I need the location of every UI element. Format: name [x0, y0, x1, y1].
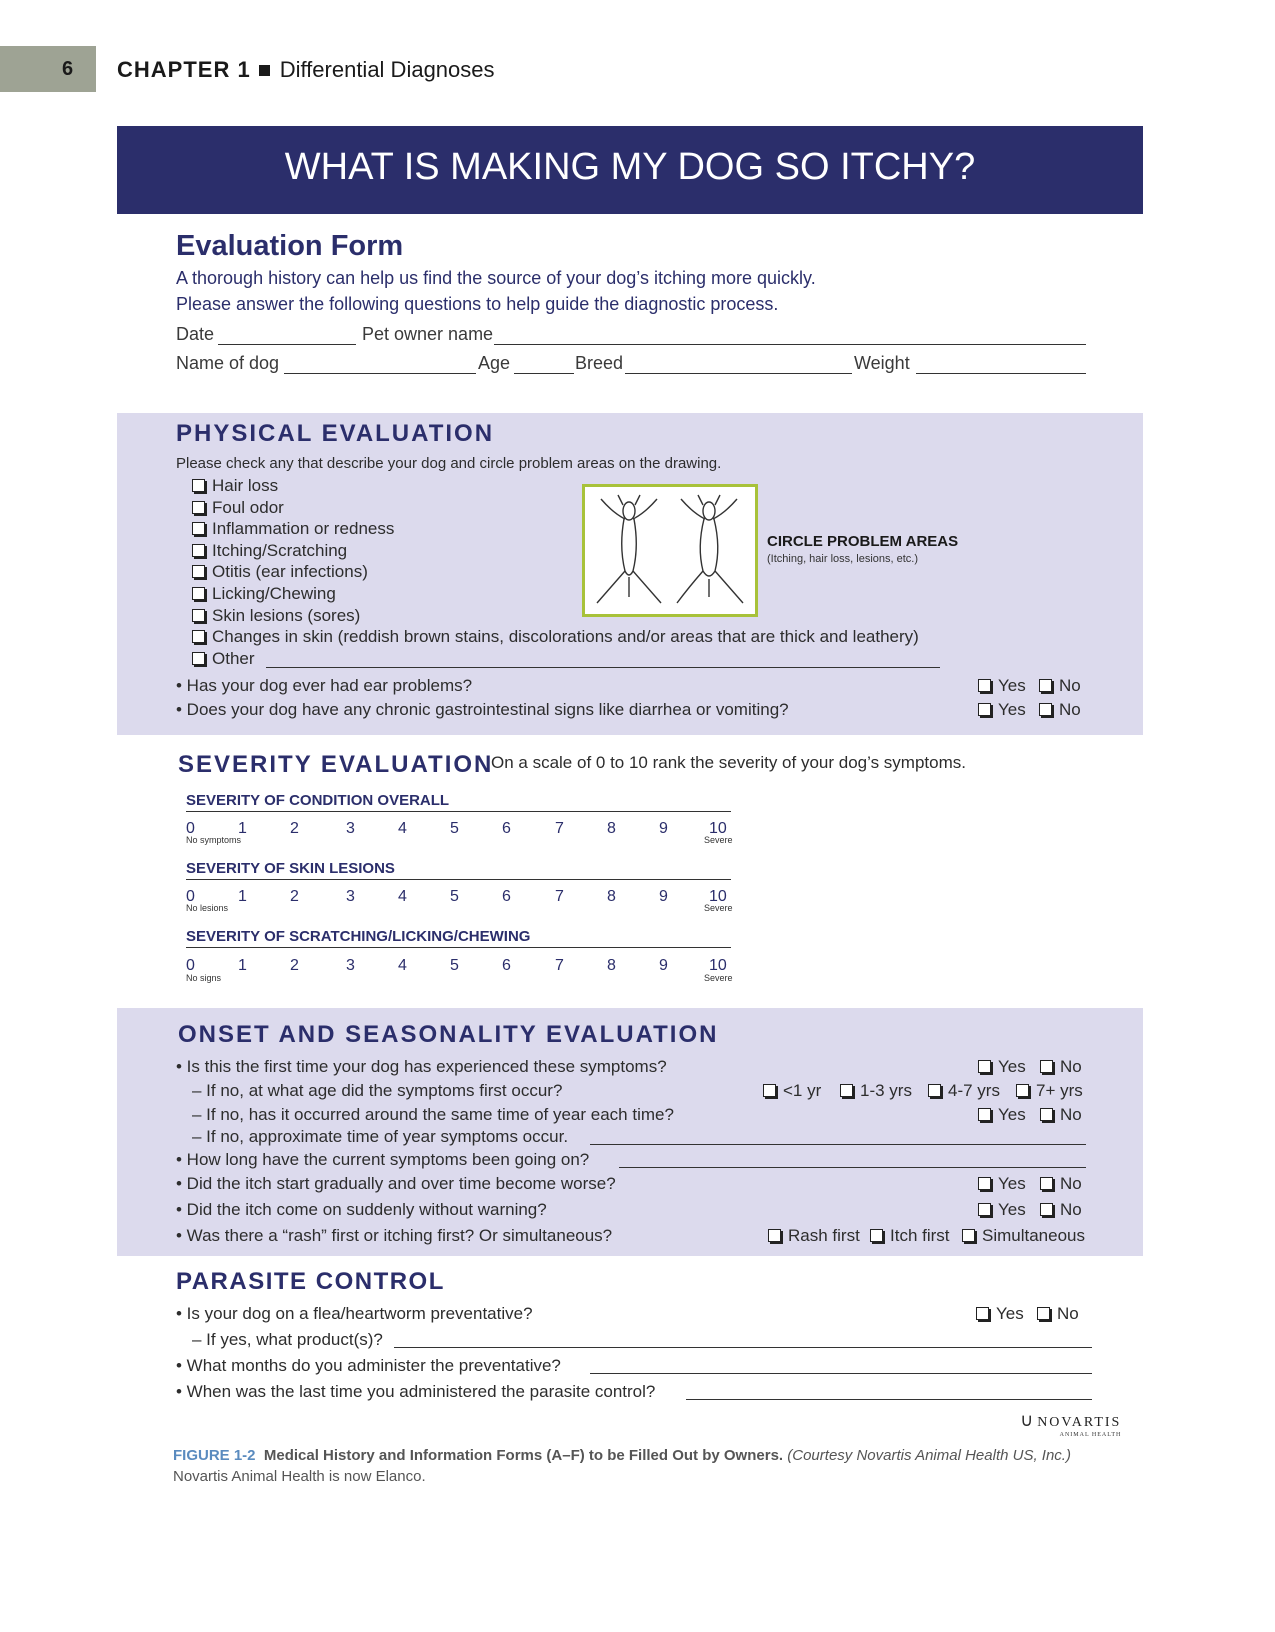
- checkbox-item[interactable]: Skin lesions (sores): [192, 606, 360, 626]
- checkbox-icon[interactable]: [978, 1177, 991, 1190]
- checkbox-icon[interactable]: [870, 1229, 883, 1242]
- scale-number[interactable]: 4: [398, 888, 407, 905]
- scale-number[interactable]: 0: [186, 957, 195, 974]
- rash-option[interactable]: Itch first: [870, 1226, 950, 1246]
- ear-problems-question: • Has your dog ever had ear problems?: [176, 676, 473, 695]
- checkbox-icon[interactable]: [192, 630, 205, 643]
- novartis-flame-icon: ∪: [1020, 1410, 1034, 1430]
- time-of-year-field[interactable]: [590, 1144, 1086, 1145]
- yes-option[interactable]: Yes: [978, 1200, 1026, 1220]
- scale-number[interactable]: 8: [607, 888, 616, 905]
- page-number: 6: [62, 58, 74, 80]
- scale-number[interactable]: 5: [450, 888, 459, 905]
- owner-name-field[interactable]: [494, 344, 1086, 345]
- checkbox-item[interactable]: Hair loss: [192, 476, 278, 496]
- rash-or-itch-question: • Was there a “rash” first or itching first? Or simultaneous?: [176, 1226, 613, 1245]
- checkbox-icon[interactable]: [768, 1229, 781, 1242]
- scale-number[interactable]: 8: [607, 957, 616, 974]
- time-of-year-question: – If no, approximate time of year symptoms occur.: [192, 1127, 569, 1146]
- scale-number[interactable]: 6: [502, 820, 511, 837]
- no-option[interactable]: No: [1040, 1174, 1082, 1194]
- circle-areas-heading: CIRCLE PROBLEM AREAS: [767, 533, 959, 550]
- weight-label: Weight: [854, 353, 910, 373]
- checkbox-icon[interactable]: [192, 501, 205, 514]
- checkbox-icon[interactable]: [1039, 703, 1052, 716]
- scale-number[interactable]: 7: [555, 820, 564, 837]
- no-option[interactable]: No: [1039, 700, 1081, 720]
- scale-number[interactable]: 9: [659, 957, 668, 974]
- chapter-heading: [117, 57, 495, 83]
- scale-number[interactable]: 4: [398, 957, 407, 974]
- chapter-label: CHAPTER 1: [117, 57, 251, 82]
- checkbox-icon[interactable]: [1040, 1108, 1053, 1121]
- checkbox-icon[interactable]: [1039, 679, 1052, 692]
- scale-low-label: No signs: [186, 973, 222, 983]
- age-label: Age: [478, 353, 511, 373]
- scale-number[interactable]: 9: [659, 820, 668, 837]
- figure-note: Novartis Animal Health is now Elanco.: [173, 1468, 426, 1485]
- scale-number[interactable]: 1: [238, 888, 247, 905]
- preventative-question: • Is your dog on a flea/heartworm preventative?: [176, 1304, 533, 1323]
- weight-field[interactable]: [916, 373, 1086, 374]
- product-field[interactable]: [394, 1347, 1092, 1348]
- no-option[interactable]: No: [1039, 676, 1081, 696]
- scale-high-label: Severe: [704, 973, 733, 983]
- scale-number[interactable]: 3: [346, 888, 355, 905]
- checkbox-icon[interactable]: [192, 652, 205, 665]
- rash-option[interactable]: Rash first: [768, 1226, 860, 1246]
- checkbox-icon[interactable]: [192, 609, 205, 622]
- duration-field[interactable]: [619, 1167, 1086, 1168]
- scale-number[interactable]: 10: [709, 888, 727, 905]
- scale-number[interactable]: 2: [290, 957, 299, 974]
- scale-divider: [186, 879, 731, 880]
- intro-line-1: A thorough history can help us find the source of your dog’s itching more quickly.: [176, 268, 816, 288]
- breed-label: Breed: [575, 353, 624, 373]
- checkbox-icon[interactable]: [840, 1084, 853, 1097]
- checkbox-icon[interactable]: [962, 1229, 975, 1242]
- checkbox-item[interactable]: Changes in skin (reddish brown stains, discolorations and/or areas that are thick and leathery): [192, 627, 919, 647]
- severity-instruction: On a scale of 0 to 10 rank the severity of your dog’s symptoms.: [491, 753, 966, 772]
- intro-line-2: Please answer the following questions to help guide the diagnostic process.: [176, 294, 779, 314]
- product-question: – If yes, what product(s)?: [192, 1330, 383, 1349]
- scale-number[interactable]: 10: [709, 957, 727, 974]
- scale-number[interactable]: 6: [502, 888, 511, 905]
- scale-number[interactable]: 2: [290, 820, 299, 837]
- age-option[interactable]: 4-7 yrs: [928, 1081, 1000, 1101]
- onset-evaluation-title: ONSET AND SEASONALITY EVALUATION: [178, 1021, 719, 1048]
- scale-number[interactable]: 7: [555, 957, 564, 974]
- months-question: • What months do you administer the preventative?: [176, 1356, 561, 1375]
- yes-option[interactable]: Yes: [978, 1174, 1026, 1194]
- scale-number[interactable]: 0: [186, 820, 195, 837]
- other-field[interactable]: [266, 667, 940, 668]
- no-option[interactable]: No: [1037, 1304, 1079, 1324]
- figure-caption: FIGURE 1-2 Medical History and Information Forms (A–F) to be Filled Out by Owners. (Courtesy Novartis Animal Health US, Inc.): [173, 1447, 1071, 1464]
- scale-number[interactable]: 10: [709, 820, 727, 837]
- chapter-title: Differential Diagnoses: [279, 57, 495, 82]
- checkbox-icon[interactable]: [1040, 1177, 1053, 1190]
- page-number-tab: [0, 46, 96, 92]
- scale-number[interactable]: 8: [607, 820, 616, 837]
- checkbox-icon[interactable]: [978, 1060, 991, 1073]
- scale-number[interactable]: 5: [450, 820, 459, 837]
- checkbox-icon[interactable]: [928, 1084, 941, 1097]
- yes-option[interactable]: Yes: [978, 1105, 1026, 1125]
- scale-number[interactable]: 0: [186, 888, 195, 905]
- scale-heading: SEVERITY OF SKIN LESIONS: [186, 860, 395, 877]
- date-label: Date: [176, 324, 215, 344]
- checkbox-icon[interactable]: [978, 679, 991, 692]
- scale-heading: SEVERITY OF CONDITION OVERALL: [186, 792, 450, 809]
- age-option[interactable]: 7+ yrs: [1016, 1081, 1083, 1101]
- yes-option[interactable]: Yes: [978, 1057, 1026, 1077]
- scale-divider: [186, 811, 731, 812]
- checkbox-item[interactable]: Otitis (ear infections): [192, 562, 368, 582]
- checkbox-icon[interactable]: [763, 1084, 776, 1097]
- scale-number[interactable]: 3: [346, 957, 355, 974]
- age-option[interactable]: <1 yr: [763, 1081, 821, 1101]
- checkbox-icon[interactable]: [192, 565, 205, 578]
- scale-number[interactable]: 4: [398, 820, 407, 837]
- date-field[interactable]: [218, 344, 356, 345]
- dog-outline-icon: [585, 487, 755, 614]
- last-time-question: • When was the last time you administered the parasite control?: [176, 1382, 656, 1401]
- yes-option[interactable]: Yes: [976, 1304, 1024, 1324]
- checkbox-icon[interactable]: [978, 1108, 991, 1121]
- first-time-question: • Is this the first time your dog has experienced these symptoms?: [176, 1057, 667, 1076]
- yes-option[interactable]: Yes: [978, 676, 1026, 696]
- scale-number[interactable]: 1: [238, 820, 247, 837]
- evaluation-form-title: Evaluation Form: [176, 230, 404, 262]
- scale-number[interactable]: 1: [238, 957, 247, 974]
- checkbox-icon[interactable]: [192, 587, 205, 600]
- circle-areas-subtext: (Itching, hair loss, lesions, etc.): [767, 553, 919, 565]
- checkbox-icon[interactable]: [192, 544, 205, 557]
- scale-number[interactable]: 6: [502, 957, 511, 974]
- checkbox-icon[interactable]: [1037, 1307, 1050, 1320]
- scale-low-label: No symptoms: [186, 835, 242, 845]
- square-bullet-icon: [259, 65, 270, 76]
- checkbox-item[interactable]: Foul odor: [192, 498, 284, 518]
- gradual-itch-question: • Did the itch start gradually and over time become worse?: [176, 1174, 616, 1193]
- dog-outline-drawing[interactable]: [582, 484, 758, 617]
- scale-heading: SEVERITY OF SCRATCHING/LICKING/CHEWING: [186, 928, 531, 945]
- rash-option[interactable]: Simultaneous: [962, 1226, 1085, 1246]
- checkbox-icon[interactable]: [978, 703, 991, 716]
- checkbox-icon[interactable]: [1040, 1203, 1053, 1216]
- physical-instruction: Please check any that describe your dog and circle problem areas on the drawing.: [176, 455, 722, 472]
- checkbox-icon[interactable]: [976, 1307, 989, 1320]
- checkbox-icon[interactable]: [1040, 1060, 1053, 1073]
- age-field[interactable]: [514, 373, 574, 374]
- checkbox-icon[interactable]: [192, 479, 205, 492]
- form-main-title: WHAT IS MAKING MY DOG SO ITCHY?: [284, 146, 976, 188]
- scale-number[interactable]: 7: [555, 888, 564, 905]
- checkbox-icon[interactable]: [978, 1203, 991, 1216]
- scale-number[interactable]: 2: [290, 888, 299, 905]
- no-option[interactable]: No: [1040, 1105, 1082, 1125]
- no-option[interactable]: No: [1040, 1057, 1082, 1077]
- duration-question: • How long have the current symptoms been going on?: [176, 1150, 590, 1169]
- checkbox-item[interactable]: Licking/Chewing: [192, 584, 336, 604]
- yes-option[interactable]: Yes: [978, 700, 1026, 720]
- gi-signs-question: • Does your dog have any chronic gastrointestinal signs like diarrhea or vomiting?: [176, 700, 789, 719]
- scale-divider: [186, 947, 731, 948]
- severity-evaluation-title: SEVERITY EVALUATION: [178, 751, 494, 778]
- checkbox-item[interactable]: Itching/Scratching: [192, 541, 347, 561]
- sudden-itch-question: • Did the itch come on suddenly without warning?: [176, 1200, 547, 1219]
- scale-low-label: No lesions: [186, 903, 229, 913]
- checkbox-item[interactable]: Other: [192, 649, 255, 669]
- first-age-question: – If no, at what age did the symptoms first occur?: [192, 1081, 563, 1100]
- same-time-question: – If no, has it occurred around the same time of year each time?: [192, 1105, 674, 1124]
- novartis-logo: ∪ NOVARTIS ANIMAL HEALTH: [1020, 1410, 1122, 1438]
- parasite-control-title: PARASITE CONTROL: [176, 1268, 445, 1295]
- breed-field[interactable]: [625, 373, 852, 374]
- checkbox-item[interactable]: Inflammation or redness: [192, 519, 394, 539]
- scale-number[interactable]: 5: [450, 957, 459, 974]
- checkbox-icon[interactable]: [1016, 1084, 1029, 1097]
- age-option[interactable]: 1-3 yrs: [840, 1081, 912, 1101]
- dog-name-label: Name of dog: [176, 353, 280, 373]
- scale-high-label: Severe: [704, 835, 733, 845]
- scale-high-label: Severe: [704, 903, 733, 913]
- scale-number[interactable]: 3: [346, 820, 355, 837]
- dog-name-field[interactable]: [284, 373, 476, 374]
- checkbox-icon[interactable]: [192, 522, 205, 535]
- scale-number[interactable]: 9: [659, 888, 668, 905]
- owner-label: Pet owner name: [362, 324, 494, 344]
- months-field[interactable]: [590, 1373, 1092, 1374]
- physical-evaluation-title: PHYSICAL EVALUATION: [176, 420, 495, 447]
- last-time-field[interactable]: [686, 1399, 1092, 1400]
- no-option[interactable]: No: [1040, 1200, 1082, 1220]
